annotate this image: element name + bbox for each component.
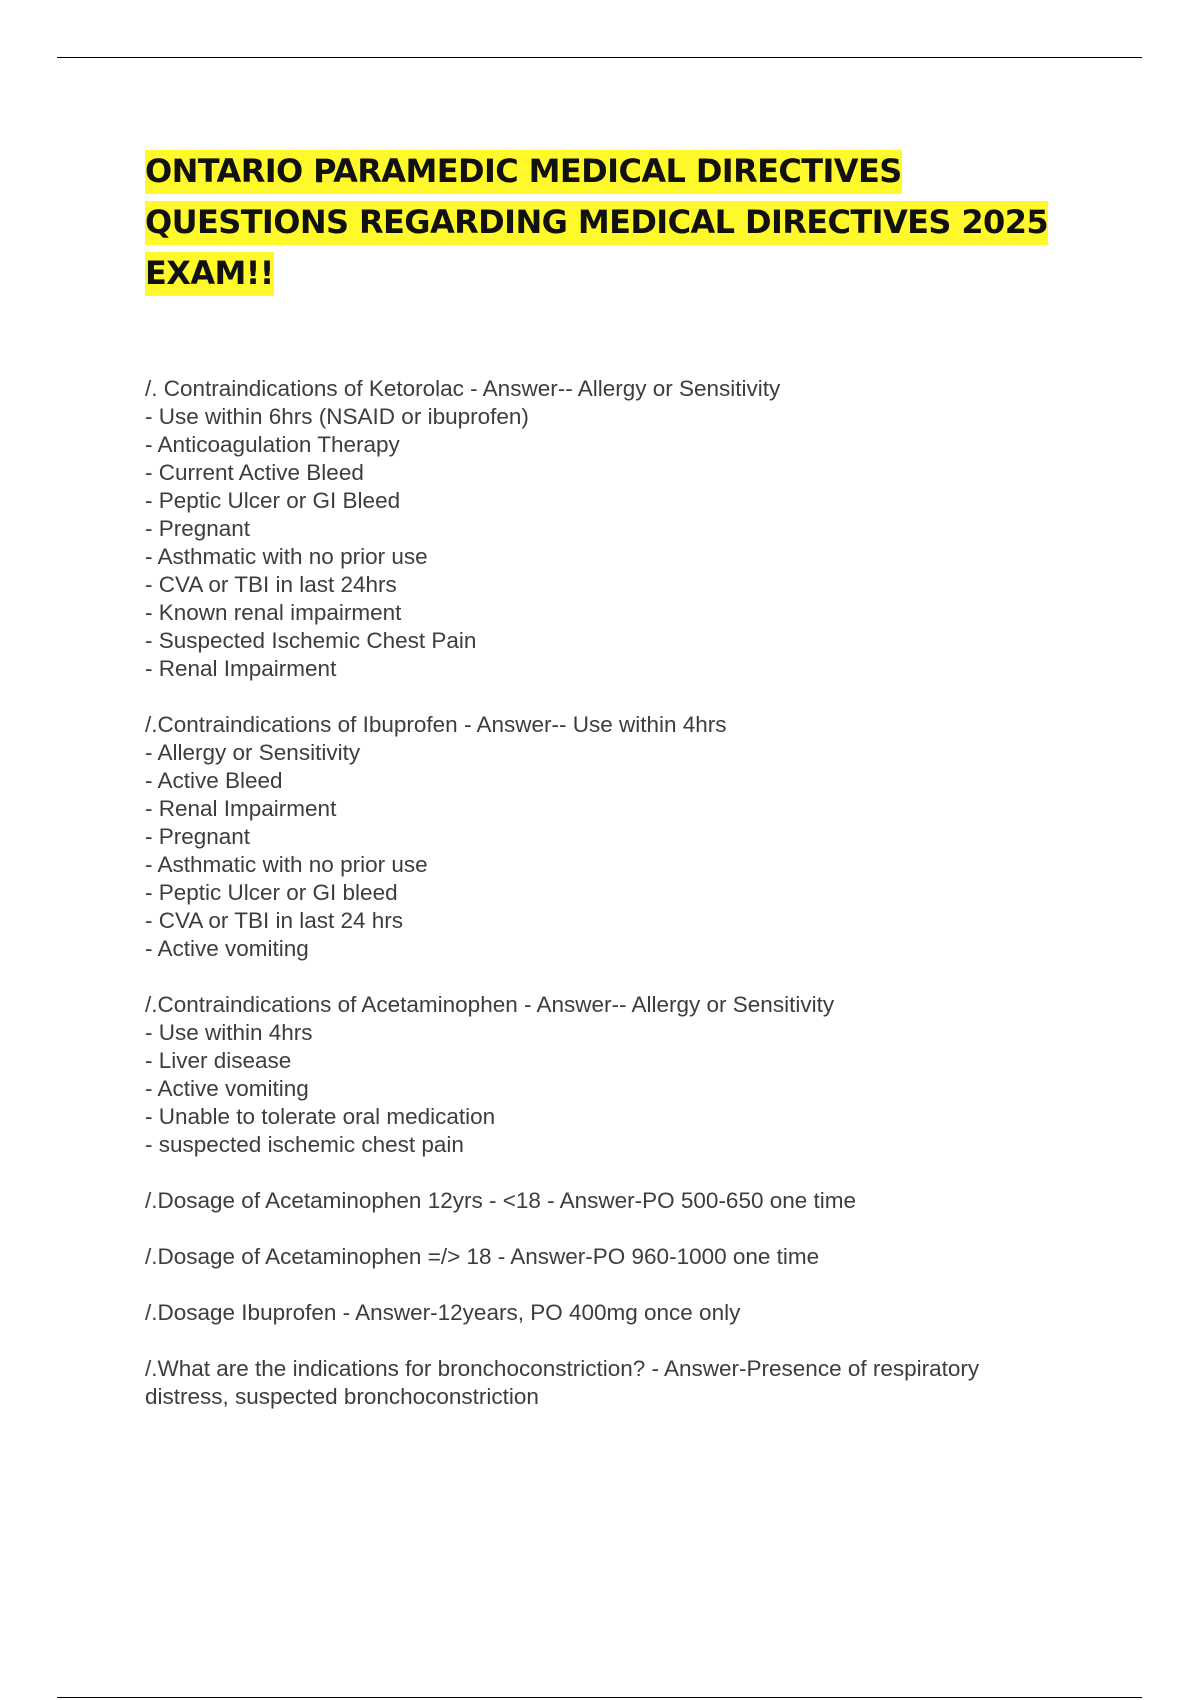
qa-item-acetaminophen [145, 991, 1105, 1159]
qa-question-line: /.Contraindications of Acetaminophen - Answer-- Allergy or Sensitivity [145, 992, 835, 1017]
qa-detail-line: - Current Active Bleed [145, 460, 364, 485]
qa-detail-line: - Peptic Ulcer or GI Bleed [145, 488, 401, 513]
qa-question-line: /.Contraindications of Ibuprofen - Answer-- Use within 4hrs [145, 712, 727, 737]
qa-detail-line: - Renal Impairment [145, 796, 337, 821]
qa-detail-line: - CVA or TBI in last 24hrs [145, 572, 397, 597]
qa-detail-line: - Known renal impairment [145, 600, 402, 625]
qa-detail-line: - Active Bleed [145, 768, 283, 793]
qa-question-line: /.Dosage of Acetaminophen 12yrs - <18 - Answer-PO 500-650 one time [145, 1188, 857, 1213]
qa-detail-line: - Liver disease [145, 1048, 292, 1073]
qa-item-bronchoconstriction [145, 1355, 1105, 1411]
qa-question-line: /.Dosage Ibuprofen - Answer-12years, PO 400mg once only [145, 1300, 741, 1325]
qa-detail-line: - Active vomiting [145, 1076, 309, 1101]
title-highlight: ONTARIO PARAMEDIC MEDICAL DIRECTIVES QUESTIONS REGARDING MEDICAL DIRECTIVES 2025 EXAM!! [145, 150, 1048, 296]
qa-question-line: /.What are the indications for bronchoconstriction? - Answer-Presence of respiratory [145, 1356, 980, 1381]
qa-detail-line: - suspected ischemic chest pain [145, 1132, 464, 1157]
qa-question-line: /. Contraindications of Ketorolac - Answer-- Allergy or Sensitivity [145, 376, 781, 401]
top-rule [57, 57, 1142, 58]
qa-detail-line: - Use within 4hrs [145, 1020, 313, 1045]
bottom-rule [57, 1697, 1142, 1698]
qa-detail-line: - Pregnant [145, 516, 251, 541]
document-title [145, 146, 1105, 299]
qa-detail-line: - Renal Impairment [145, 656, 337, 681]
qa-detail-line: - Active vomiting [145, 936, 309, 961]
qa-detail-line: - Suspected Ischemic Chest Pain [145, 628, 477, 653]
qa-detail-line: - Peptic Ulcer or GI bleed [145, 880, 398, 905]
qa-detail-line: distress, suspected bronchoconstriction [145, 1384, 539, 1409]
qa-detail-line: - Unable to tolerate oral medication [145, 1104, 496, 1129]
qa-item-ibuprofen-dosage [145, 1299, 1105, 1327]
qa-detail-line: - Asthmatic with no prior use [145, 852, 428, 877]
qa-question-line: /.Dosage of Acetaminophen =/> 18 - Answer-PO 960-1000 one time [145, 1244, 820, 1269]
qa-detail-line: - Pregnant [145, 824, 251, 849]
qa-detail-line: - Anticoagulation Therapy [145, 432, 400, 457]
qa-detail-line: - Allergy or Sensitivity [145, 740, 361, 765]
qa-detail-line: - Asthmatic with no prior use [145, 544, 428, 569]
qa-item-ibuprofen [145, 711, 1105, 963]
qa-item-acetaminophen-dosage-18-plus [145, 1243, 1105, 1271]
qa-detail-line: - Use within 6hrs (NSAID or ibuprofen) [145, 404, 529, 429]
qa-item-acetaminophen-dosage-under-18 [145, 1187, 1105, 1215]
qa-content [145, 375, 1105, 1439]
qa-detail-line: - CVA or TBI in last 24 hrs [145, 908, 404, 933]
qa-item-ketorolac [145, 375, 1105, 683]
